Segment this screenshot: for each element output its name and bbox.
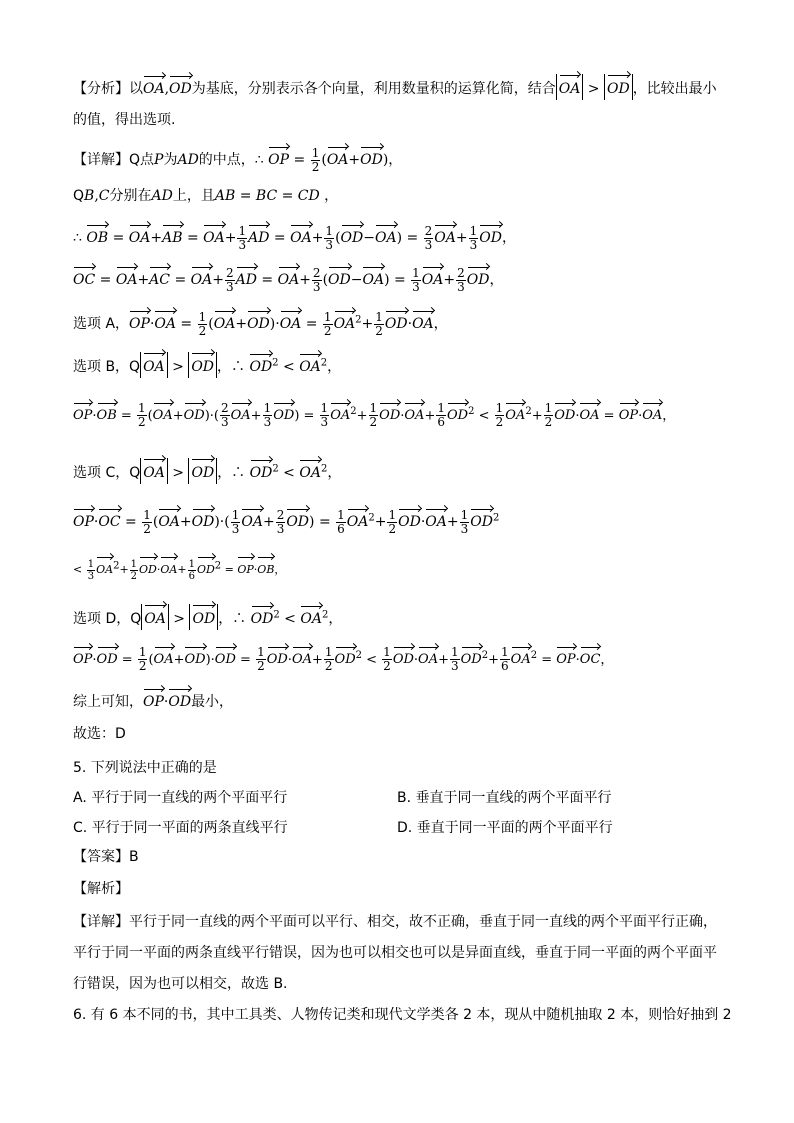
q5-option-d: D. 垂直于同一平面的两个平面平行 [397,820,613,836]
option-a-line: 选项 A，OP·OA = $\frac{1}{2}$ (OA+OD)·OA = $\frac{1}{2}$ $OA^2+$ $\frac{1}{2}$ OD·OA， [73,309,448,338]
q5-detail-tag: 【详解】 [73,914,129,930]
option-c-line: 选项 C，Q OA > OD ，∴ $OD^2 < OA^2$， [73,458,341,484]
conclusion-line: 综上可知，OP·OD最小， [73,688,233,712]
q5-option-b: B. 垂直于同一直线的两个平面平行 [397,790,612,806]
q5-option-c: C. 平行于同一平面的两条直线平行 [73,820,288,836]
q5-option-a: A. 平行于同一直线的两个平面平行 [73,790,288,806]
analysis-line-1: 【分析】以OA,OD为基底，分别表示各个向量，利用数量积的运算化简，结合 OA > OD ，比较出最小 [73,74,717,100]
option-d-calc: OP·OD = $\frac{1}{2}$ (OA+OD)·OD = $\frac{1}{2}$ OD·OA+ $\frac{1}{2}$ $OD^2$ < $\frac{1}{2}$ OD·OA+ $\frac{1}{3}$ $OD^2+$ $\frac{1}{6}$ $OA^2 = OP\cdot OC$， [73,645,614,674]
q5-stem: 5. 下列说法中正确的是 [73,760,217,776]
option-d-line: 选项 D，Q OA > OD ，∴ $OD^2 < OA^2$， [73,604,342,630]
detail-line-OC: OC = OA+AC = OA+ $\frac{2}{3}$ AD = OA+ $\frac{2}{3}$ (OD−OA) = $\frac{1}{3}$ OA+ $\frac{2}{3}$ OD， [73,265,504,294]
q5-detail-2: 平行于同一平面的两条直线平行错误，因为也可以相交也可以是异面直线，垂直于同一平面的两个平面平 [73,945,717,961]
option-b-calc: OP·OB = $\frac{1}{2}$ (OA+OD)·( $\frac{2}{3}$ OA+ $\frac{1}{3}$ OD) = $\frac{1}{3}$ $OA^2+$ $\frac{1}{2}$ OD·OA+ $\frac{1}{6}$ $OD^2$ < $\frac{1}{2}$ $OA^2+$ $\frac{1}{2}$ OD·OA = OP·OA， [73,401,676,430]
analysis-line-2: 的值，得出选项. [73,112,176,128]
analysis-tag: 【分析】 [73,81,129,97]
option-c-calc: OP·OC = $\frac{1}{2}$ (OA+OD)·( $\frac{1}{3}$ OA+ $\frac{2}{3}$ OD) = $\frac{1}{6}$ $OA^2+$ $\frac{1}{2}$ OD·OA+ $\frac{1}{3}$ $OD^2$ [73,507,500,536]
q5-detail-1: 【详解】平行于同一直线的两个平面可以平行、相交，故不正确，垂直于同一直线的两个平面平行正确， [73,914,717,930]
q5-detail-3: 行错误，因为也可以相交，故选 B. [73,976,288,992]
q5-jiexi-tag: 【解析】 [73,881,129,897]
answer-value: B [129,849,139,865]
answer-line: 故选：D [73,726,126,742]
detail-tag: 【详解】 [73,152,129,168]
option-b-line: 选项 B，Q OA > OD ，∴ $OD^2 < OA^2$， [73,352,341,378]
detail-line-1: 【详解】Q点P为AD的中点，∴ OP = $\frac{1}{2}$ (OA+OD)， [73,145,403,174]
option-c-calc-2: < $\frac{1}{3}$ OA2+ $\frac{1}{2}$ OD·OA+ $\frac{1}{6}$ OD2 = OP·OB， [73,556,285,582]
detail-line-2: QB,C分别在AD上，且AB = BC = CD ， [73,188,339,204]
q6-stem: 6. 有 6 本不同的书，其中工具类、人物传记类和现代文学类各 2 本，现从中随机抽取 2 本，则恰好抽到 2 [73,1007,732,1023]
detail-line-OB: ∴ OB = OA+AB = OA+ $\frac{1}{3}$ AD = OA+ $\frac{1}{3}$ (OD−OA) = $\frac{2}{3}$ OA+ $\frac{1}{3}$ OD， [73,223,516,252]
q5-answer [73,847,139,867]
answer-tag: 【答案】 [73,849,129,865]
